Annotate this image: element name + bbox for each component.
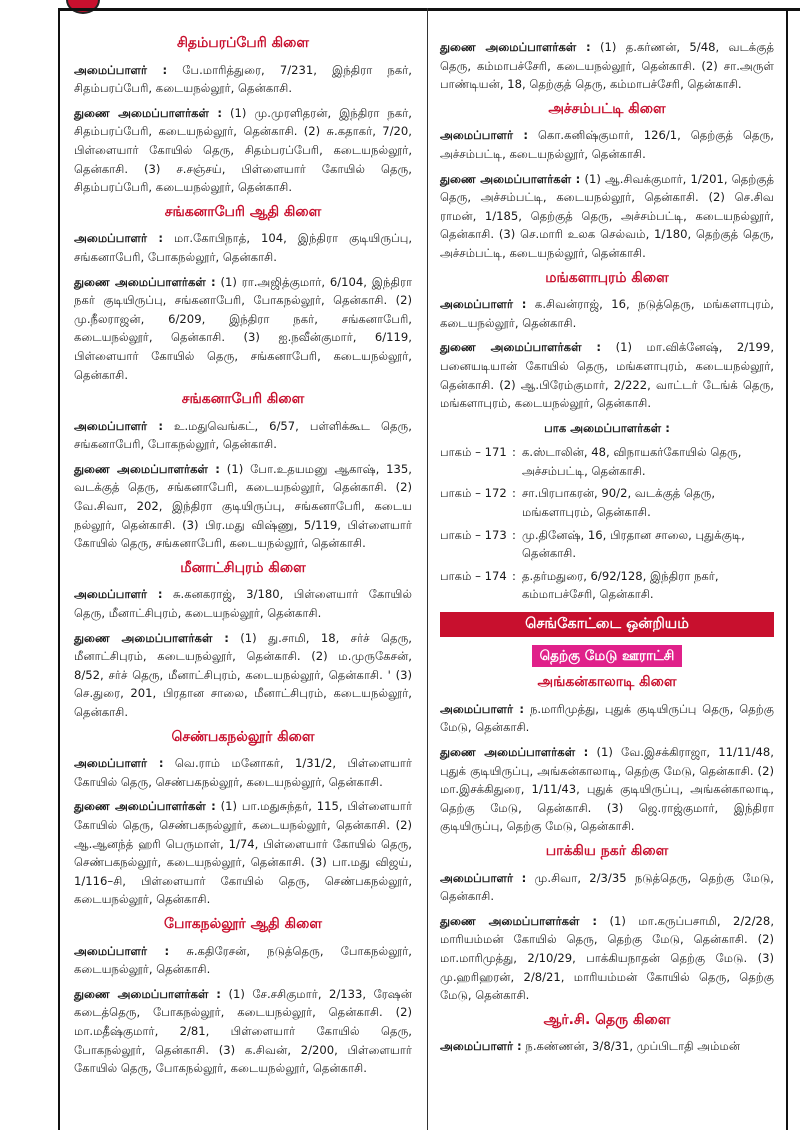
organizer-label: அமைப்பாளர் : (440, 870, 527, 885)
deputies-text: (1) மு.முரளிதரன், இந்திரா நகர், சிதம்பரப்பேரி, கடையநல்லூர், தென்காசி. (2) சு.கதாகர், 7/20, பிள்ளையார் கோயில் தெரு, சிதம்பரப்பேரி, கடையநல்லூர், தென்காசி. (3) ச.சஞ்சய், பிள்ளையார் கோயில் தெரு, சிதம்பரப்பேரி, கடையநல்லூர், தென்காசி. (74, 105, 412, 195)
organizer-label: அமைப்பாளர் : (74, 231, 163, 246)
part-colon: : (512, 445, 516, 460)
organizer (74, 942, 412, 979)
organizer-label: அமைப்பாளர் : (74, 943, 170, 958)
deputies (440, 743, 774, 836)
deputies-label: துணை அமைப்பாளர்கள் : (440, 913, 598, 928)
part-row (440, 526, 774, 563)
deputies-label: துணை அமைப்பாளர்கள் : (440, 745, 589, 759)
deputies-label: துணை அமைப்பாளர்கள் : (74, 799, 216, 814)
right-column (440, 38, 774, 1062)
branch-block (440, 673, 774, 836)
organizer-text: க.சிவன்ராஜ், 16, நடுத்தெரு, மங்களாபுரம், கடையநல்லூர், தென்காசி. (440, 297, 774, 330)
organizer-text: உ.மதுவெங்கட், 6/57, பள்ளிக்கூட தெரு, சங்கனாபேரி, போகநல்லூர், தென்காசி. (74, 418, 412, 452)
deputies-text: (1) ரா.அஜித்குமார், 6/104, இந்திரா நகர் குடியிருப்பு, சங்கனாபேரி, போகநல்லூர், தென்காசி. (2) மு.நீலராஜன், 6/209, இந்திரா நகர், சங்கனாபேரி, கடையநல்லூர், தென்காசி. (3) ஐ.நவீன்குமார், 6/119, பிள்ளையார் கோயில் தெரு, சங்கனாபேரி, கடையநல்லூர், தென்காசி. (74, 274, 413, 382)
logo-icon (66, 0, 100, 14)
deputies-text: (1) மா.கருப்பசாமி, 2/2/28, மாரியம்மன் கோயில் தெரு, தெற்கு மேடு, தென்காசி. (2) மா.மாரிமுத்து, 2/10/29, பாக்கியநாதன் தெற்கு மேடு. (3) மு.ஹரிஹரன், 2/8/21, மாரியம்மன் கோயில் தெரு, தெற்கு மேடு, தென்காசி. (440, 913, 774, 1003)
organizer-text: வெ.ராம் மனோகர், 1/31/2, பிள்ளையார் கோயில் தெரு, செண்பகநல்லூர், கடையநல்லூர், தென்காசி. (74, 756, 412, 789)
organizer-label: அமைப்பாளர் : (440, 1039, 522, 1054)
organizer (440, 700, 774, 737)
part-number: பாகம் – 172 (440, 486, 507, 501)
organizer (74, 61, 412, 98)
branch-heading: சங்கனாபேரி ஆதி கிளை (164, 203, 322, 220)
branch-heading: ஆர்.சி. தெரு கிளை (543, 1011, 671, 1028)
organizer (74, 417, 412, 454)
organizer (440, 1037, 774, 1056)
deputies (440, 912, 774, 1005)
deputies (74, 460, 412, 553)
organizer-label: அமைப்பாளர் : (74, 587, 163, 602)
part-organizer: த.தர்மதுரை, 6/92/128, இந்திரா நகர், கம்மாபச்சேரி, தென்காசி. (522, 568, 719, 602)
part-colon: : (512, 486, 516, 501)
deputies-text: (1) து.சாமி, 18, சர்ச் தெரு, மீனாட்சிபுரம், கடையநல்லூர், தென்காசி. (2) ம.முருகேசன், 8/52, சர்ச் தெரு, மீனாட்சிபுரம், கடையநல்லூர், தென்காசி. ' (3) செ.துரை, 201, பிரதான சாலை, மீனாட்சிபுரம், கடையநல்லூர், தென்காசி. (74, 630, 412, 719)
deputies (440, 338, 774, 412)
branch-block (74, 390, 412, 553)
branch-heading: அச்சம்பட்டி கிளை (548, 100, 666, 117)
organizer-label: அமைப்பாளர் : (74, 756, 164, 771)
organizer (74, 585, 412, 622)
organizer-text: சு.கனகராஜ், 3/180, பிள்ளையார் கோயில் தெரு, மீனாட்சிபுரம், கடையநல்லூர், தென்காசி. (74, 587, 412, 621)
deputies-text: (1) போ.உதயமனு ஆகாஷ், 135, வடக்குத் தெரு, சங்கனாபேரி, கடையநல்லூர், தென்காசி. (2) வே.சிவா, 202, இந்திரா குடியிருப்பு, சங்கனாபேரி, கடைய நல்லூர், தென்காசி. (3) பிர.மது விஷ்ணு, 5/119, பிள்ளையார் கோயில் தெரு, சங்கனாபேரி, கடையநல்லூர், தென்காசி. (74, 461, 412, 551)
organizer (74, 229, 412, 266)
organizer-label: அமைப்பாளர் : (74, 62, 168, 77)
organizer-label: அமைப்பாளர் : (440, 297, 527, 312)
left-column (74, 28, 412, 1084)
branch-block (440, 100, 774, 263)
deputies (74, 273, 412, 385)
part-row (440, 567, 774, 604)
part-colon: : (512, 568, 516, 583)
deputies (440, 170, 774, 263)
branch-block (74, 559, 412, 722)
column-divider (427, 8, 428, 1130)
branch-block (440, 842, 774, 1005)
top-rule (58, 8, 800, 11)
deputies-label: துணை அமைப்பாளர்கள் : (74, 274, 216, 289)
organizer-text: ந.மாரிமுத்து, புதுக் குடியிருப்பு தெரு, தெற்கு மேடு, தென்காசி. (440, 701, 774, 735)
deputies-label: துணை அமைப்பாளர்கள் : (74, 105, 223, 120)
part-colon: : (512, 527, 516, 542)
union-banner: செங்கோட்டை ஒன்றியம் (440, 612, 774, 637)
organizer-text: மா.கோபிநாத், 104, இந்திரா குடியிருப்பு, சங்கனாபேரி, போகநல்லூர், தென்காசி. (74, 231, 413, 264)
deputies-label: துணை அமைப்பாளர்கள் : (440, 171, 581, 186)
organizer-text: மு.சிவா, 2/3/35 நடுத்தெரு, தெற்கு மேடு, தென்காசி. (440, 870, 774, 904)
branch-block (74, 728, 412, 909)
left-frame-rule (58, 8, 60, 1130)
deputies-label: துணை அமைப்பாளர்கள் : (74, 630, 229, 645)
branch-block (74, 203, 412, 384)
part-row (440, 484, 774, 521)
right-frame-rule (786, 8, 788, 1130)
organizer-text: சு.கதிரேசன், நடுத்தெரு, போகநல்லூர், கடையநல்லூர், தென்காசி. (74, 943, 412, 977)
deputies-text: (1) பா.மதுசுந்தர், 115, பிள்ளையார் கோயில் தெரு, செண்பகநல்லூர், கடையநல்லூர், தென்காசி. (2) ஆ.ஆனந்த் ஹரி பெருமாள், 1/74, பிள்ளையார் கோயில் தெரு, செண்பகநல்லூர், கடையநல்லூர், தென்காசி. (3) பா.மது விஜய், 1/116–சி, பிள்ளையார் கோயில் தெரு, செண்பகநல்லூர், கடையநல்லூர், தென்காசி. (74, 799, 412, 907)
deputies-text: (1) த.கர்ணன், 5/48, வடக்குத் தெரு, கம்மாபச்சேரி, கடையநல்லூர், தென்காசி. (2) சா.அருள் பாண்டியன், 18, தெற்குத் தெரு, கம்மாபச்சேரி, தென்காசி. (440, 40, 774, 92)
deputies (74, 985, 412, 1078)
organizer-label: அமைப்பாளர் : (440, 128, 528, 143)
panchayat-badge: தெற்கு மேடு ஊராட்சி (532, 645, 683, 668)
branch-heading: செண்பகநல்லூர் கிளை (171, 728, 315, 745)
branch-block (440, 269, 774, 413)
branch-block (74, 34, 412, 197)
branch-heading: சங்கனாபேரி கிளை (181, 391, 305, 408)
deputies-text: (1) சே.சசிகுமார், 2/133, ரேஷன் கடைத்தெரு, போகநல்லூர், கடையநல்லூர், தென்காசி. (2) மா.மதீஷ்குமார், 2/81, பிள்ளையார் கோயில் தெரு, போகநல்லூர், தென்காசி. (3) க.சிவன், 2/200, பிள்ளையார் கோயில் தெரு, போகநல்லூர், கடையநல்லூர், தென்காசி. (74, 986, 413, 1076)
deputies (440, 38, 774, 94)
branch-block (440, 1011, 774, 1056)
deputies-label: துணை அமைப்பாளர்கள் : (440, 40, 591, 54)
part-number: பாகம் – 171 (440, 445, 507, 460)
organizer (440, 295, 774, 332)
part-organizer: க.ஸ்டாலின், 48, விநாயகர்கோயில் தெரு, அச்சம்பட்டி, தென்காசி. (522, 445, 742, 478)
parts-heading: பாக அமைப்பாளர்கள் : (544, 420, 670, 435)
deputies-text: (1) வே.இசக்கிராஜா, 11/11/48, புதுக் குடியிருப்பு, அங்கன்காலாடி, தெற்கு மேடு, தென்காசி. (2) மா.இசக்கிதுரை, 1/11/43, புதுக் குடியிருப்பு, அங்கன்காலாடி, தெற்கு மேடு, தென்காசி. (3) ஜெ.ராஜ்குமார், இந்திரா குடியிருப்பு, தெற்கு மேடு, தென்காசி. (440, 745, 774, 834)
panchayat-wrap (440, 645, 774, 668)
deputies-text: (1) ஆ.சிவக்குமார், 1/201, தெற்குத் தெரு, அச்சம்பட்டி, கடையநல்லூர், தென்காசி. (2) செ.சிவ ராமன், 1/185, தெற்குத் தெரு, அச்சம்பட்டி, கடையநல்லூர், தென்காசி. (3) செ.மாரி உலக செல்வம், 1/180, தெற்குத் தெரு, அச்சம்பட்டி, கடையநல்லூர், தென்காசி. (440, 171, 774, 260)
part-organizer: மு.தினேஷ், 16, பிரதான சாலை, புதுக்குடி, தென்காசி. (522, 527, 745, 561)
organizer-text: கொ.கனிஷ்குமார், 126/1, தெற்குத் தெரு, அச்சம்பட்டி, கடையநல்லூர், தென்காசி. (440, 128, 774, 161)
deputies (74, 104, 412, 197)
organizer (74, 754, 412, 791)
deputies-label: துணை அமைப்பாளர்கள் : (74, 461, 220, 476)
branch-heading: சிதம்பரப்பேரி கிளை (176, 35, 310, 51)
part-number: பாகம் – 174 (440, 568, 507, 583)
deputies-label: துணை அமைப்பாளர்கள் : (74, 986, 221, 1001)
branch-heading: பாக்கிய நகர் கிளை (545, 842, 669, 859)
branch-heading: அங்கன்காலாடி கிளை (537, 674, 677, 691)
branch-heading: மங்களாபுரம் கிளை (545, 269, 669, 286)
organizer (440, 126, 774, 163)
branch-block (74, 915, 412, 1078)
organizer-label: அமைப்பாளர் : (74, 418, 163, 433)
deputies (74, 629, 412, 722)
part-organizer: சா.பிரபாகரன், 90/2, வடக்குத் தெரு, மங்களாபுரம், தென்காசி. (522, 486, 716, 520)
top-bar (0, 0, 800, 8)
organizer-label: அமைப்பாளர் : (440, 701, 524, 716)
branch-heading: மீனாட்சிபுரம் கிளை (180, 559, 306, 576)
part-row (440, 443, 774, 480)
organizer-text: ந.கண்ணன், 3/8/31, முப்பிடாதி அம்மன் (525, 1039, 741, 1054)
branch-heading: போகநல்லூர் ஆதி கிளை (164, 915, 322, 932)
deputies-label: துணை அமைப்பாளர்கள் : (440, 340, 602, 355)
deputies (74, 797, 412, 909)
deputies-text: (1) மா.விக்னேஷ், 2/199, பனையடியான் கோயில் தெரு, மங்களாபுரம், கடையநல்லூர், தென்காசி. (2) ஆ.பிரேம்குமார், 2/222, வாட்டர் டேங்க் தெரு, மங்களாபுரம், கடையநல்லூர், தென்காசி. (440, 340, 774, 411)
part-number: பாகம் – 173 (440, 527, 507, 542)
organizer (440, 869, 774, 906)
organizer-text: பே.மாரித்துரை, 7/231, இந்திரா நகர், சிதம்பரப்பேரி, கடையநல்லூர், தென்காசி. (74, 62, 412, 96)
